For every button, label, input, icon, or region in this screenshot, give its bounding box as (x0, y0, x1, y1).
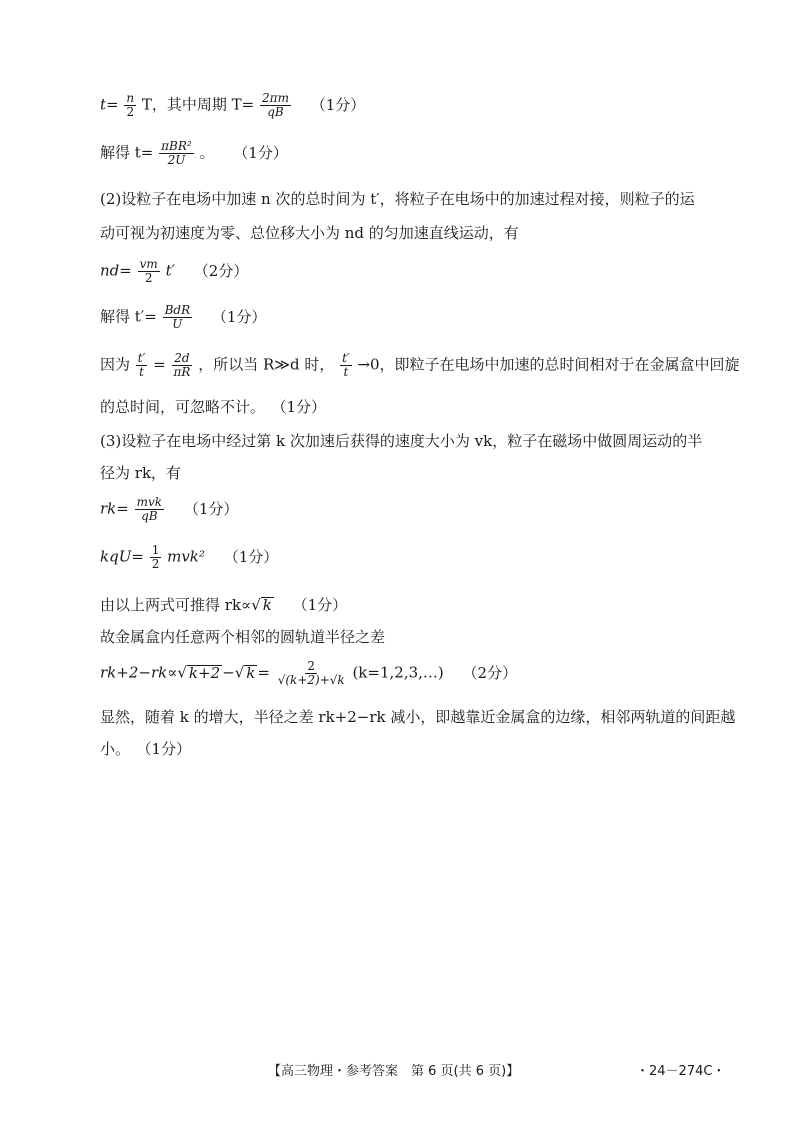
formula-period: t= $\frac{n}{2}$ T，其中周期 T= $\frac{2\pi m}{qB}$ （1分） (100, 91, 366, 119)
formula-proportional: 由以上两式可推得 rk∝√ k （1分） (100, 596, 348, 614)
formula-radius: rk= $\frac{\text{mvk}}{qB}$ （1分） (100, 495, 239, 523)
paragraph-line: (2)设粒子在电场中加速 n 次的总时间为 t′，将粒子在电场中的加速过程对接，则粒子的运 (100, 190, 695, 208)
fraction: $\frac{t'}{t}$ (342, 351, 350, 379)
paragraph-line: (3)设粒子在电场中经过第 k 次加速后获得的速度大小为 vk，粒子在磁场中做圆周运动的半 (100, 432, 703, 450)
fraction: $\frac{\text{πBR²}}{2U}$ (161, 139, 192, 167)
fraction: $\frac{n}{2}$ (126, 91, 135, 119)
formula-t-prime: 解得 t′= $\frac{\text{BdR}}{U}$ （1分） (100, 303, 267, 331)
page-footer: 【高三物理・参考答案 第 6 页(共 6 页)】 (268, 1064, 520, 1079)
paragraph-line: 的总时间，可忽略不计。 （1分） (100, 398, 327, 416)
paragraph-line: 小。 （1分） (100, 740, 192, 758)
fraction: $\frac{2d}{\pi R}$ (173, 351, 191, 379)
fraction: $\frac{1}{2}$ (151, 543, 160, 571)
fraction: $\frac{vm}{2}$ (139, 257, 158, 285)
fraction: $\frac{\text{BdR}}{U}$ (164, 303, 191, 331)
formula-energy: kqU= $\frac{1}{2}$ mvk² （1分） (100, 543, 279, 571)
formula-ratio: 因为 $\frac{t'}{t}$ = $\frac{2d}{\pi R}$ ，所以当 R≫d 时， $\frac{t'}{t}$ →0，即粒子在电场中加速的总时间相对于在金属盒中回旋 (100, 351, 740, 379)
formula-difference: rk+2−rk∝√ k+2 −√ k = $\frac{2}{√(k+2)+√k}$ (k=1,2,3,…) （2分） (100, 659, 518, 687)
fraction: $\frac{2}{√(k+2)+√k}$ (277, 659, 345, 687)
paragraph-line: 显然，随着 k 的增大，半径之差 rk+2−rk 减小，即越靠近金属盒的边缘，相邻两轨道的间距越 (100, 708, 736, 726)
paragraph-line: 故金属盒内任意两个相邻的圆轨道半径之差 (100, 628, 386, 646)
doc-code: ・24－274C・ (636, 1064, 726, 1079)
formula-time: 解得 t= $\frac{\text{πBR²}}{2U}$ 。 （1分） (100, 139, 288, 167)
paragraph-line: 径为 rk，有 (100, 464, 182, 482)
formula-nd: nd= $\frac{vm}{2}$ t′ （2分） (100, 257, 249, 285)
paragraph-line: 动可视为初速度为零、总位移大小为 nd 的匀加速直线运动，有 (100, 224, 519, 242)
fraction: $\frac{t'}{t}$ (137, 351, 146, 379)
fraction: $\frac{\text{mvk}}{qB}$ (136, 495, 163, 523)
fraction: $\frac{2\pi m}{qB}$ (262, 91, 289, 119)
